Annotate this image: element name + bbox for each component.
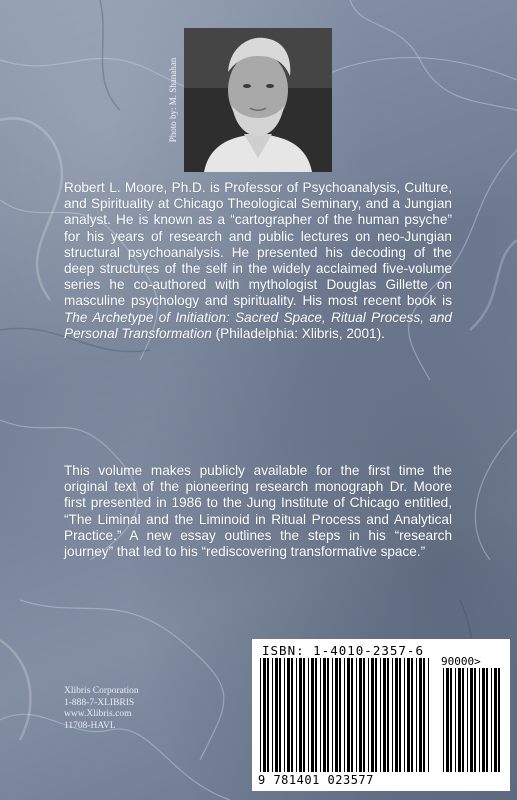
- ean-barcode: [258, 658, 434, 772]
- barcode-bar: [267, 658, 269, 772]
- bio-text-1: Robert L. Moore, Ph.D. is Professor of Psychoanalysis, Culture, and Spirituality at Chicago Theological Seminary, and a Jungian analyst. He is known as a “cartographer of the human psyche” for his years of research and public lectures on neo-Jungian structural psychoanalysis. He presented his decoding of the deep structures of the self in the widely acclaimed five-volume series he co-authored with mythologist Douglas Gillette on masculine psychology and spirituality. His most recent book is: [64, 180, 452, 309]
- barcode-bar: [335, 658, 338, 772]
- barcode-bar: [494, 668, 497, 772]
- barcode-bar: [458, 668, 461, 772]
- barcode-bar: [315, 658, 317, 772]
- book-description: This volume makes publicly available for the first time the original text of the pioneering research monograph Dr. Moore first presented in 1986 to the Jung Institute of Chicago entitled, “The Liminal and the Liminoid in Ritual Process and Analytical Practice.” A new essay outlines the steps in his “research journey” that led to his “rediscovering transformative space.”: [64, 463, 452, 560]
- barcode-bar: [275, 658, 278, 772]
- barcode-bar: [407, 658, 410, 772]
- barcode-bar: [308, 658, 309, 772]
- barcode-bar: [287, 658, 290, 772]
- barcode-bar: [323, 658, 326, 772]
- barcode-bar: [380, 658, 381, 772]
- publisher-order-code: 11708-HAVL: [64, 720, 116, 731]
- barcode-bar: [303, 658, 305, 772]
- barcode-bar: [327, 658, 329, 772]
- barcode-bar: [392, 658, 393, 772]
- supplemental-barcode: [441, 668, 503, 772]
- barcode-bar: [443, 668, 444, 772]
- author-bio: [64, 180, 452, 342]
- barcode-bar: [339, 658, 341, 772]
- barcode-bar: [399, 658, 401, 772]
- book-title: The Archetype of Initiation: Sacred Space, Ritual Process, and Personal Transformation: [64, 309, 452, 341]
- barcode-bar: [311, 658, 314, 772]
- barcode-bar: [404, 658, 405, 772]
- ean-digits: 9 781401 023577: [258, 773, 374, 787]
- barcode-bar: [498, 668, 500, 772]
- barcode-bar: [450, 668, 452, 772]
- barcode-bar: [284, 658, 285, 772]
- barcode-bar: [296, 658, 297, 772]
- barcode-bar: [351, 658, 353, 772]
- barcode-bar: [467, 668, 468, 772]
- barcode-bar: [387, 658, 389, 772]
- barcode-bar: [368, 658, 369, 772]
- barcode-bar: [356, 658, 357, 772]
- barcode-bar: [482, 668, 485, 772]
- barcode-bar: [411, 658, 413, 772]
- barcode-bar: [320, 658, 321, 772]
- barcode-bar: [446, 668, 449, 772]
- barcode-bar: [344, 658, 345, 772]
- barcode-bar: [416, 658, 417, 772]
- barcode-bar: [347, 658, 350, 772]
- barcode-bar: [363, 658, 365, 772]
- photo-credit: Photo by: M. Shanahan: [168, 57, 178, 143]
- barcode-bar: [359, 658, 362, 772]
- publisher-name: Xlibris Corporation: [64, 686, 139, 696]
- barcode-bar: [470, 668, 473, 772]
- bio-text-2: (Philadelphia: Xlibris, 2001).: [211, 325, 385, 341]
- barcode-bar: [428, 658, 429, 772]
- barcode-bar: [272, 658, 273, 772]
- barcode-bar: [383, 658, 386, 772]
- barcode-bar: [291, 658, 293, 772]
- barcode-bar: [455, 668, 456, 772]
- publisher-website: www.Xlibris.com: [64, 709, 132, 719]
- barcode-bar: [479, 668, 480, 772]
- barcode-bar: [299, 658, 302, 772]
- author-photo: [184, 28, 332, 172]
- barcode-bar: [486, 668, 488, 772]
- barcode-bar: [395, 658, 398, 772]
- barcode-bar: [474, 668, 476, 772]
- publisher-phone: 1-888-7-XLIBRIS: [64, 697, 135, 708]
- isbn-label: ISBN: 1-4010-2357-6: [262, 643, 424, 658]
- price-code: 90000>: [441, 655, 481, 668]
- barcode-bar: [371, 658, 374, 772]
- barcode-bar: [462, 668, 464, 772]
- barcode-bar: [375, 658, 377, 772]
- barcode-bar: [279, 658, 281, 772]
- barcode-bar: [260, 658, 261, 772]
- barcode-bar: [332, 658, 333, 772]
- barcode-bar: [423, 658, 425, 772]
- publisher-info: [64, 686, 139, 732]
- barcode-bar: [491, 668, 492, 772]
- barcode-bar: [419, 658, 422, 772]
- barcode-bar: [263, 658, 266, 772]
